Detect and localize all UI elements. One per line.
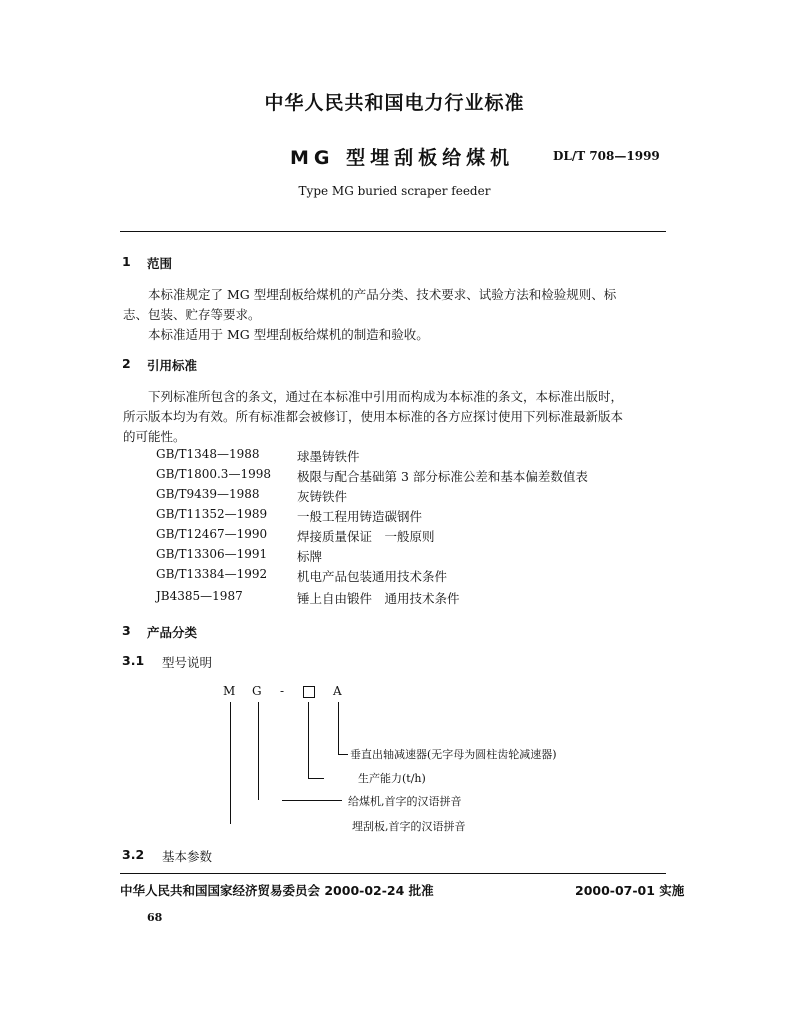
reference-code: GB/T13306—1991 [156,547,268,561]
connector-a-vertical [338,702,339,754]
effective-date: 2000-07-01 实施 [575,883,685,898]
diagram-letter-m: M [223,684,236,698]
section-2-paragraph-line-3: 的可能性。 [123,429,186,444]
standard-organization-title: 中华人民共和国电力行业标准 [264,92,525,114]
connector-box-horizontal [308,778,324,779]
section-3-number: 3 [122,623,131,638]
section-2-paragraph-line-2: 所示版本均为有效。所有标准都会被修订，使用本标准的各方应探讨使用下列标准最新版本 [123,409,624,424]
reference-code: GB/T11352—1989 [156,507,268,521]
standard-code: DL/T 708—1999 [553,149,660,163]
reference-title: 灰铸铁件 [297,489,348,504]
section-2-paragraph-line-1: 下列标准所包含的条文，通过在本标准中引用而构成为本标准的条文，本标准出版时， [148,389,624,404]
section-3-1-heading: 型号说明 [162,655,213,670]
label-scraper: 埋刮板,首字的汉语拼音 [352,820,466,833]
approval-statement: 中华人民共和国国家经济贸易委员会 2000-02-24 批准 [120,883,434,898]
section-2-number: 2 [122,356,131,371]
capacity-placeholder-box [303,686,315,698]
diagram-letter-g: G [252,684,262,698]
section-3-heading: 产品分类 [147,625,198,640]
reference-title: 焊接质量保证 一般原则 [297,529,435,544]
connector-g-horizontal [282,800,342,801]
section-1-paragraph-2: 本标准适用于 MG 型埋刮板给煤机的制造和验收。 [148,327,429,342]
section-3-2-number: 3.2 [122,847,145,862]
section-1-paragraph-1-line-2: 志、包装、贮存等要求。 [123,307,261,322]
header-divider [120,231,666,232]
diagram-dash: - [280,684,285,698]
section-1-paragraph-1-line-1: 本标准规定了 MG 型埋刮板给煤机的产品分类、技术要求、试验方法和检验规则、标 [148,287,617,302]
label-capacity: 生产能力(t/h) [358,772,426,785]
page-number: 68 [147,911,163,924]
section-1-heading: 范围 [147,256,173,271]
connector-box-vertical [308,702,309,778]
section-3-2-heading: 基本参数 [162,849,213,864]
reference-code: GB/T12467—1990 [156,527,268,541]
connector-g-vertical [258,702,259,800]
connector-a-horizontal [338,754,348,755]
reference-title: 机电产品包装通用技术条件 [297,569,448,584]
connector-m-vertical [230,702,231,824]
reference-code: GB/T13384—1992 [156,567,268,581]
reference-code: JB4385—1987 [156,589,243,603]
diagram-letter-a: A [333,684,342,698]
reference-code: GB/T9439—1988 [156,487,260,501]
label-feeder: 给煤机,首字的汉语拼音 [348,795,462,808]
reference-title: 极限与配合基础第 3 部分标准公差和基本偏差数值表 [297,469,588,484]
section-1-number: 1 [122,254,131,269]
reference-title: 球墨铸铁件 [297,449,360,464]
standard-title: MG 型埋刮板给煤机 [290,147,515,169]
reference-title: 锤上自由锻件 通用技术条件 [297,591,460,606]
reference-code: GB/T1800.3—1998 [156,467,271,481]
footer-divider [120,873,666,874]
reference-code: GB/T1348—1988 [156,447,260,461]
section-3-1-number: 3.1 [122,653,145,668]
reference-title: 一般工程用铸造碳钢件 [297,509,423,524]
english-subtitle: Type MG buried scraper feeder [298,184,491,198]
section-2-heading: 引用标准 [147,358,198,373]
label-reducer: 垂直出轴减速器(无字母为圆柱齿轮减速器) [350,748,557,761]
reference-title: 标牌 [297,549,323,564]
